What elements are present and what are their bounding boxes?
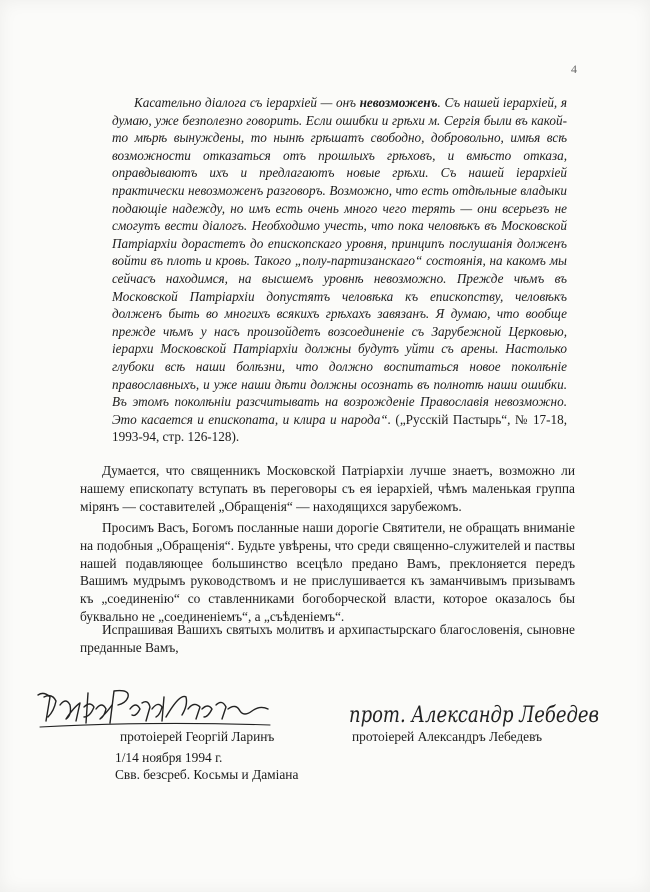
date-line: 1/14 ноября 1994 г. xyxy=(115,750,223,765)
paragraph-text: Просимъ Васъ, Богомъ посланные наши дорогіе Святители, не обращать вниманіе на подобныя „Обращенія“. Будьте увѣрены, что среди священно-служителей и паствы нашей подавляющее большинство всецѣло предано Вамъ, преклоняется передъ Вашимъ мудрымъ руководствомъ и не прислушивается къ заманчивымъ призывамъ къ „соединенію“ со ставленниками богоборческой власти, которое оказалось бы буквально не „соединеніемъ“, а „съѣденіемъ“. xyxy=(80,520,575,624)
quote-paragraph xyxy=(112,94,567,446)
paragraph-opinion xyxy=(80,462,575,515)
signer-name-left: протоіерей Георгій Ларинъ xyxy=(120,729,275,744)
signature-larin xyxy=(30,683,275,731)
quote-body: . Съ нашей iерархiей, я думаю, уже безполезно говорить. Если ошибки и грѣхи м. Сергія были въ какой-то мѣрѣ вынуждены, то нынѣ грѣшатъ свободно, добровольно, имѣя всѣ возможности отказаться отъ прошлыхъ грѣховъ, и вмѣсто отказа, оправдываютъ ихъ и предлагаютъ новые грѣхи. Съ нашей iерархiей практически невозможенъ разговоръ. Возможно, что есть отдѣльные владыки подающіе надежду, но имъ есть очень много чего терять — они всерьезъ не смогутъ вести діалогъ. Необходимо учесть, что пока человѣкъ въ Московской Патріархіи дорастетъ до епископскаго уровня, принципъ послушанія долженъ войти въ плоть и кровь. Такого „полу-партизанскаго“ состоянія, на какомъ мы сейчасъ находимся, на высшемъ уровнѣ невозможно. Прежде чѣмъ въ Московской Патріархіи допустятъ человѣка къ епископству, человѣкъ долженъ быть во многихъ всякихъ грѣхахъ завязанъ. Я думаю, что вообще прежде чѣмъ у насъ произойдетъ возсоединеніе съ Зарубежной Церковью, іерархи Московской Патріархіи должны будутъ уйти съ арены. Настолько глубоки всѣ наши болѣзни, что должно воспитаться новое поколѣніе православныхъ, и уже наши дѣти должны осознать въ полнотѣ наши ошибки. Въ этомъ поколѣніи разсчитывать на возрожденіе Православія невозможно. Это касается и епископата, и клира и народа“. xyxy=(112,95,567,427)
signature-handwriting: прот. Александр Лебедев xyxy=(349,703,599,728)
quoted-passage xyxy=(112,94,567,446)
paragraph-text: Испрашивая Вашихъ святыхъ молитвъ и архипастырскаго благословенія, сыновне преданные Вамъ, xyxy=(80,622,575,655)
feast-line: Свв. безсреб. Косьмы и Даміана xyxy=(115,767,299,782)
quote-source: („Русскій Пастырь“, № 17-18, 1993-94, стр. 126-128). xyxy=(112,411,568,445)
page-number: 4 xyxy=(571,62,577,76)
paragraph-request xyxy=(80,519,575,626)
paragraph-text: Думается, что священникъ Московской Патріархіи лучше знаетъ, возможно ли нашему епископату вступать въ переговоры съ ея іерархіей, чѣмъ маленькая группа мірянъ — составителей „Обращенія“ — находящихся зарубежомъ. xyxy=(80,463,575,514)
quote-lead: Касательно діалога съ iерархiей — онъ xyxy=(134,95,360,110)
quote-emphasis: невозможенъ xyxy=(359,95,438,110)
signer-name-right: протоіерей Александръ Лебедевъ xyxy=(352,729,543,744)
paragraph-closing xyxy=(80,621,575,657)
